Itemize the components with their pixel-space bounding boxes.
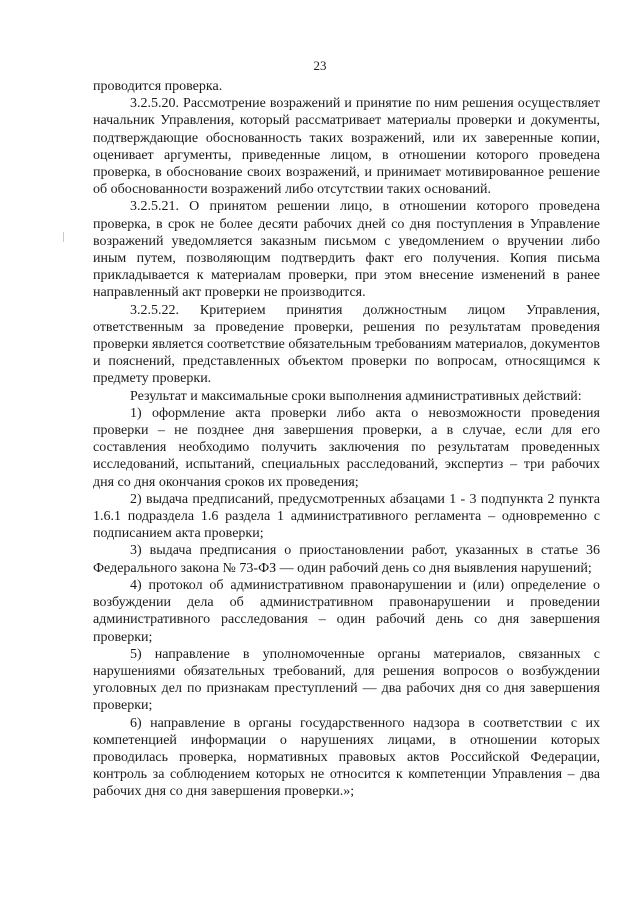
page-number: 23: [313, 58, 327, 73]
paragraph-item-6: 6) направление в органы государственного надзора в соответствии с их компетенцией информации о нарушениях лицами, в отношении которых проводилась проверка, нормативных правовых актов Российской Федерации, контроль за соблюдением которых не относится к компетенции Управления – два рабочих дня со дня завершения проверки.»;: [93, 715, 600, 800]
margin-mark: [63, 232, 64, 242]
paragraph-p-3-2-5-22: 3.2.5.22. Критерием принятия должностным лицом Управления, ответственным за проведение проверки, решения по результатам проведения проверки является соответствие обязательным требованиям материалов, документов и пояснений, представленных объектом проверки по вопросам, относящимся к предмету проверки.: [93, 302, 600, 387]
paragraph-item-4: 4) протокол об административном правонарушении и (или) определение о возбуждении дела об административном правонарушении и проведении административного расследования – один рабочий день со дня завершения проверки;: [93, 577, 600, 645]
paragraph-item-1: 1) оформление акта проверки либо акта о невозможности проведения проверки – не позднее дня завершения проверки, а в случае, если для его составления необходимо получить заключения по результатам проведенных исследований, испытаний, специальных расследований, экспертиз – три рабочих дня со дня окончания сроков их проведения;: [93, 405, 600, 490]
paragraph-item-2: 2) выдача предписаний, предусмотренных абзацами 1 - 3 подпункта 2 пункта 1.6.1 подраздела 1.6 раздела 1 административного регламента – одновременно с подписанием акта проверки;: [93, 491, 600, 542]
paragraph-continuation: проводится проверка.: [93, 79, 223, 94]
paragraph-p-3-2-5-21: 3.2.5.21. О принятом решении лицо, в отношении которого проведена проверка, в срок не более десяти рабочих дней со дня поступления в Управление возражений уведомляется заказным письмом с уведомлением о вручении либо иным путем, позволяющим подтвердить факт его получения. Копия письма прикладывается к материалам проверки, при этом внесение изменений в ранее направленный акт проверки не производится.: [93, 199, 600, 301]
paragraph-item-5: 5) направление в уполномоченные органы материалов, связанных с нарушениями обязательных требований, для решения вопросов о возбуждении уголовных дел по признакам преступлений — два рабочих дня со дня завершения проверки;: [93, 646, 600, 714]
paragraph-results-intro: Результат и максимальные сроки выполнения административных действий:: [130, 388, 582, 404]
paragraph-p-3-2-5-20: 3.2.5.20. Рассмотрение возражений и принятие по ним решения осуществляет начальник Управления, который рассматривает материалы проверки и документы, подтверждающие обоснованность таких возражений, или их заверенные копии, оценивает аргументы, приведенные лицом, в отношении которого проведена проверка, в обоснование своих возражений, и принимает мотивированное решение об обоснованности возражений либо отсутствии таких оснований.: [93, 96, 600, 198]
document-body: [93, 78, 600, 801]
paragraph-item-3: 3) выдача предписания о приостановлении работ, указанных в статье 36 Федерального закона № 73-ФЗ — один рабочий день со дня выявления нарушений;: [93, 543, 600, 576]
